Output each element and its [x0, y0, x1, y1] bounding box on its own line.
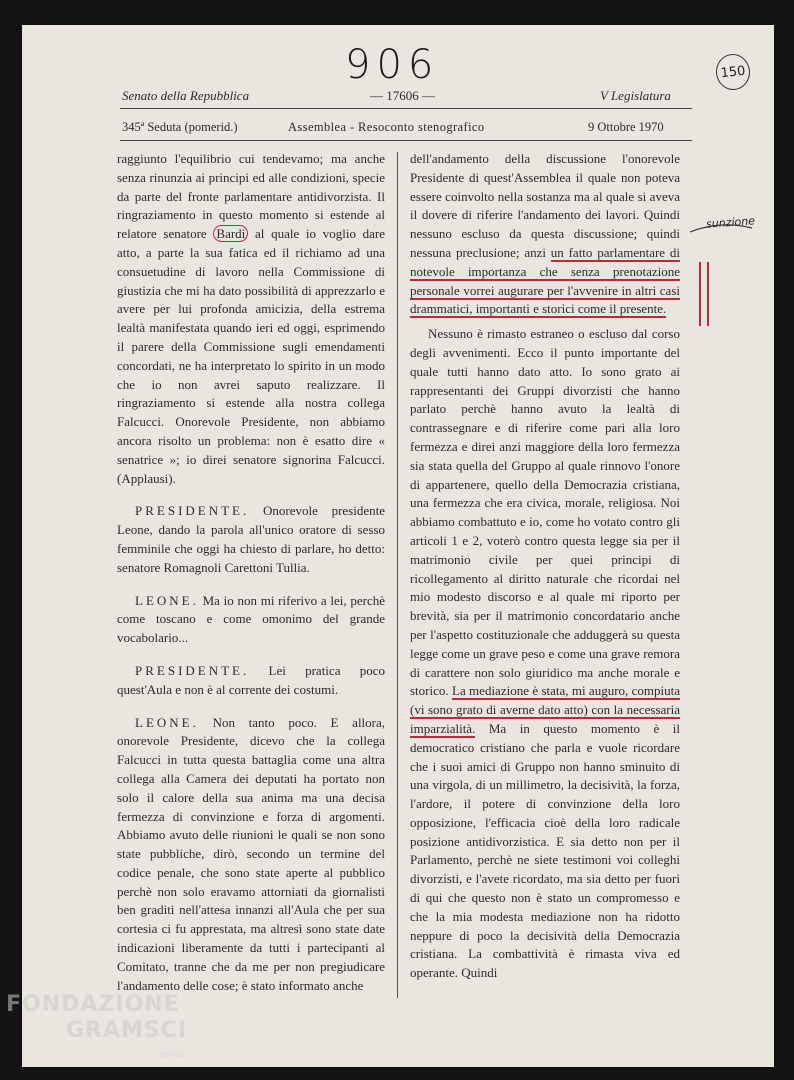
header-seduta: 345ª Seduta (pomerid.) [122, 120, 238, 134]
circled-number: 150 [714, 52, 752, 91]
paragraph: dell'andamento della discussione l'onorevole Presidente di quest'Assemblea il quale non poteva essere coinvolto nella sostanza ma al quale si aveva il dovere di riferire l'andamento dei lavori. Quindi nessuno escluso da questa discussione; quindi nessuna preclusione; anzi un fatto parlamentare di notevole importanza che senza prenotazione personale vorrei augurare per l'avvenire in altri casi drammatici, importanti e storici come il presente. [410, 151, 680, 317]
paragraph: Nessuno è rimasto estraneo o escluso dal corso degli avvenimenti. Ecco il punto importante del quale tutti hanno dato atto. Io sono grato ai rappresentanti dei Gruppi divorzisti che hanno parlato perchè hanno avuto la lealtà di contrassegnare e di riferire come pari alla loro fermezza e direi anzi maggiore della loro fermezza sia stata quella del Gruppo al quale rinnovo l'onore di appartenere, quello della Democrazia cristiana, una fermezza che era civica, morale, religiosa. Noi abbiamo combattuto e io, come ho votato contro gli articoli 1 e 2, voterò contro questa legge sia per il matrimonio civile per quei principi di ricollegamento al diritto naturale che ricordai nel mio modesto discorso e al quale mi riporto per brevità, sia per il matrimonio concordatario anche per l'aspetto costituzionale che adduggerà su questa legge come un grave peso e come una grave remora di carattere non solo giuridico ma anche morale e storico. La mediazione è stata, mi auguro, compiuta (vi sono grato di averne dato atto) con la necessaria imparzialità. Ma in questo momento è il democratico cristiano che parla e vuole ricordare che i suoi amici di Gruppo non hanno sminuito di una virgola, di un millimetro, la decisività, la forza, l'ardore, il potere di convinzione della loro opposizione, l'efficacia cioè della loro radicale posizione antidivorzistica. E sia detto non per il Parlamento, perchè ne siete testimoni voi colleghi divorzisti, e l'avete ricordato, ma sia detto per fuori di qui che questo non è stato un compromesso e che la mia modesta mediazione non ha ridotto neppure di poco la decisività della Democrazia cristiana. La combattività è rimasta viva ed operante. Quindi [410, 326, 681, 981]
speaker-name: PRESIDENTE. [135, 503, 250, 519]
handwritten-page-number: 906 [345, 42, 440, 88]
paragraph: PRESIDENTE. Lei pratica poco quest'Aula e non è al corrente dei costumi. [117, 662, 385, 697]
paragraph: raggiunto l'equilibrio cui tendevamo; ma anche senza rinunzia ai principi ed alle condizioni, specie da parte del fronte parlamentare antidivorzista. Il ringraziamento in questo momento si estende al relatore senatore Bardi al quale io voglio dare atto, a parte la sua fatica ed il richiamo ad una consuetudine di lavoro nella Commissione di giustizia che mi ha dato possibilità di apprezzarlo e avere per lui profonda amicizia, della estrema lealtà manifestata quando ieri ed oggi, esprimendo il parere della Commissione sugli emendamenti concordati, ne ha interpretato lo spirito in un modo che io non avrei saputo realizzare. Il ringraziamento si estende alla nostra collega Falcucci. Onorevole Presidente, non abbiamo ancora risolto un problema: non è esatto dire « senatrice »; io direi senatore signorina Falcucci. (Applausi). [117, 151, 386, 486]
header-legislatura: V Legislatura [600, 88, 671, 103]
paragraph: LEONE. Ma io non mi riferivo a lei, perchè come toscano e come omonimo del grande vocabolario... [117, 592, 385, 646]
speaker-name: PRESIDENTE. [135, 662, 250, 678]
underlined-passage: La mediazione è stata, mi auguro, compiuta (vi sono grato di averne dato atto) con la necessaria imparzialità. [410, 683, 681, 736]
paragraph: PRESIDENTE. Onorevole presidente Leone, dando la parola all'unico oratore di sesso femminile che oggi ha chiesto di parlare, ho detto: senatore Romagnoli Carettoni Tullia. [117, 503, 386, 575]
circled-name: Bardi [213, 225, 248, 242]
watermark-line2: GRAMSCI [66, 1018, 188, 1043]
header-senate: Senato della Repubblica [122, 88, 250, 103]
header-date: 9 Ottobre 1970 [588, 120, 664, 134]
margin-note: sunzione [705, 214, 756, 231]
speaker-name: LEONE. [135, 592, 199, 608]
paragraph: LEONE. Non tanto poco. E allora, onorevole Presidente, dicevo che la collega Falcucci in tutta questa battaglia come una altra collega alla Camera dei deputati ha portato non solo il calore della sua anima ma una decisa fermezza di convinzione e forza di argomenti. Abbiamo avuto delle riunioni le quali se non sono state pubbliche, dirò, secondo un termine del codice penale, che sono state aperte al pubblico perchè non solo eravamo attorniati da giornalisti ben graditi nell'attesa innanzi all'Aula che per sua cortesia ci fu apprestata, ma altresì sono state date indicazioni liberamente da tutti i partecipanti al Comitato, tranne che da me per non pregiudicare l'andamento delle cose; è stato informato anche [117, 714, 386, 993]
underlined-passage: un fatto parlamentare di notevole importanza che senza prenotazione personale vorrei augurare per l'avvenire in altri casi drammatici, importanti e storici come il presente. [410, 244, 680, 317]
watermark [6, 992, 187, 1044]
watermark-line1: FONDAZIONE [6, 992, 180, 1017]
speaker-name: LEONE. [135, 714, 199, 730]
header-page-ref: — 17606 — [370, 88, 435, 103]
watermark-sub: onlus [160, 1050, 185, 1060]
header-assemblea: Assemblea - Resoconto stenografico [288, 120, 485, 134]
